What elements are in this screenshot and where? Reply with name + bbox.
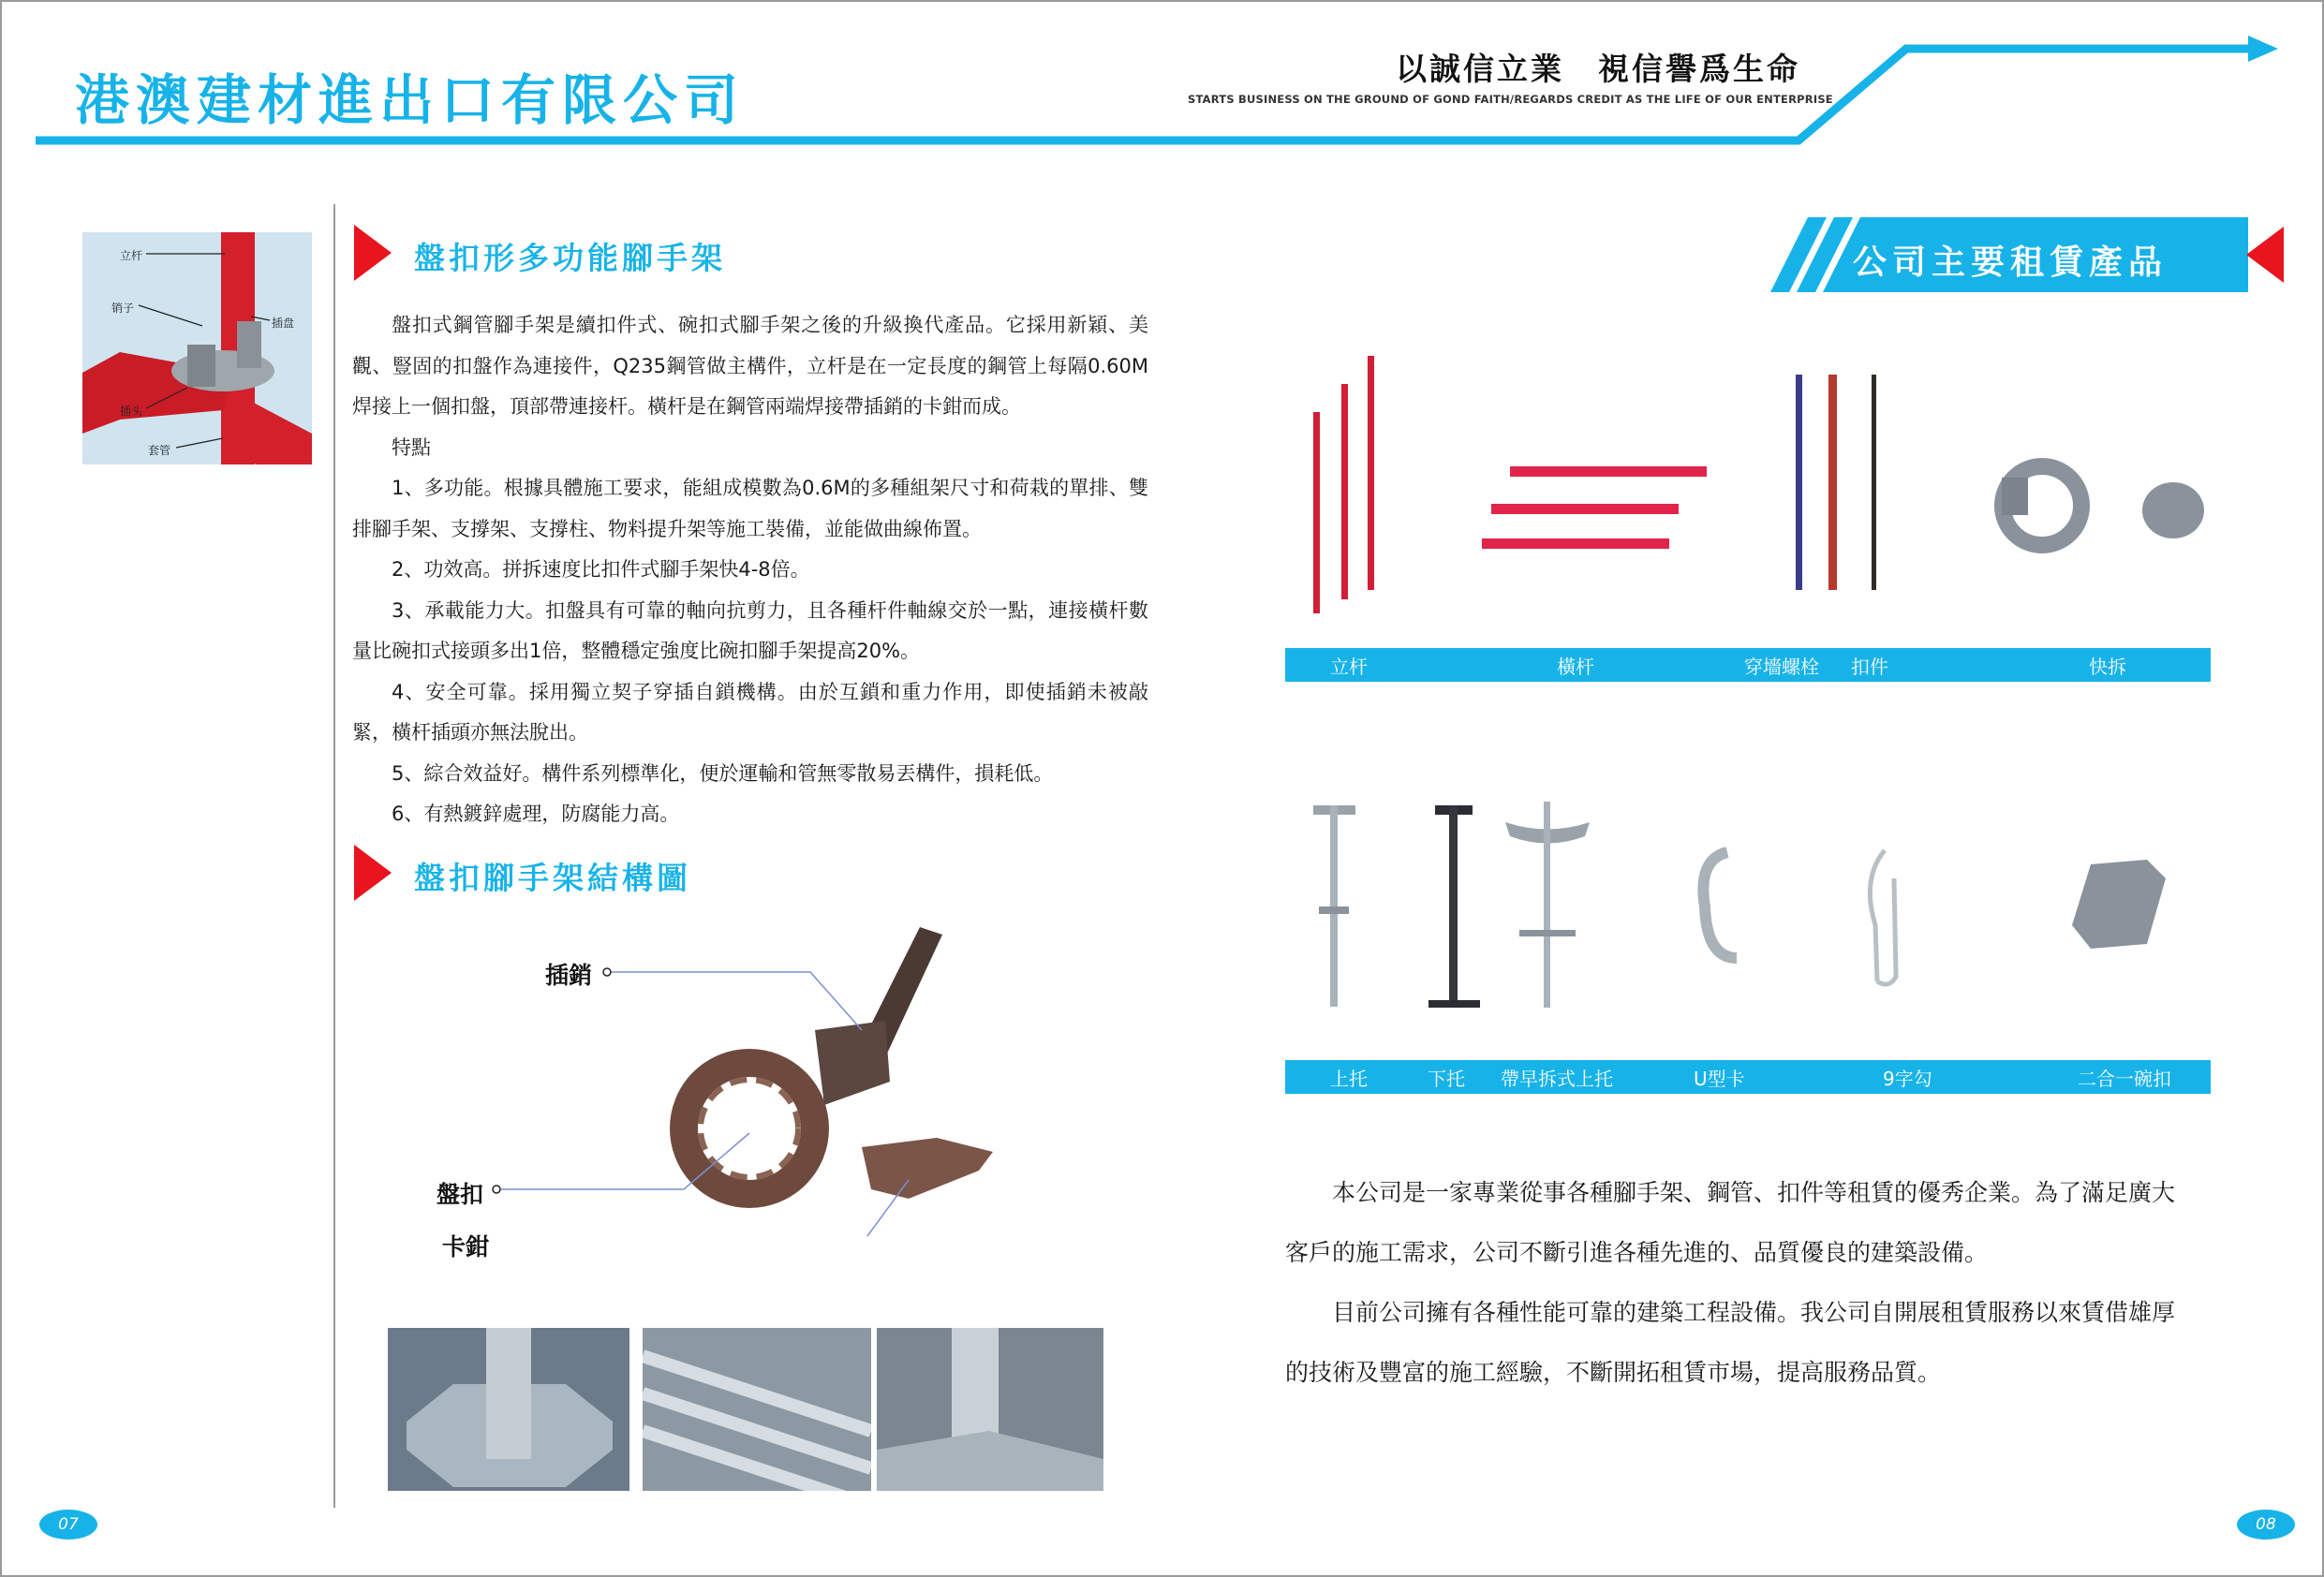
banner-title: 公司主要租賃產品 xyxy=(1853,243,2169,282)
products-row2 xyxy=(1285,785,2222,1028)
company-intro-paragraph-1: 本公司是一家專業從事各種腳手架、鋼管、扣件等租賃的優秀企業。為了滿足廣大客戶的施工需求，公司不斷引進各種先進的、品質優良的建築設備。 xyxy=(1285,1179,2176,1266)
section2-title: 盤扣腳手架結構圖 xyxy=(414,860,691,896)
product-wall-bolt-image xyxy=(1796,375,1876,590)
section1-marker-icon xyxy=(354,225,392,281)
company-motto: 以誠信立業 視信譽爲生命 xyxy=(1396,51,1800,87)
thumb-leader-lines xyxy=(82,232,326,476)
feature-4: 4、安全可靠。採用獨立契子穿插自鎖機構。由於互鎖和重力作用，即使插銷未被敲緊，橫杆插頭亦無法脫出。 xyxy=(352,680,1148,744)
diagram-label-disc: 盤扣 xyxy=(437,1181,484,1208)
company-motto-english: STARTS BUSINESS ON THE GROUND OF GOND FAITH/REGARDS CREDIT AS THE LIFE OF OUR ENTERPRISE xyxy=(1188,93,1833,106)
label-top-support: 上托 xyxy=(1330,1068,1368,1090)
feature-5: 5、綜合效益好。構件系列標準化，便於運輸和管無零散易丟構件，損耗低。 xyxy=(392,761,1054,785)
feature-1: 1、多功能。根據具體施工要求，能組成模數為0.6M的多種組架尺寸和荷栽的單排、雙排腳手架、支撐架、支撐柱、物料提升架等施工裝備，並能做曲線佈置。 xyxy=(352,477,1148,540)
product-top-support-image xyxy=(1313,805,1355,1007)
label-quick-release: 快拆 xyxy=(2089,656,2126,678)
product-u-clamp-image xyxy=(1703,852,1737,958)
product-coupler-image xyxy=(2002,466,2081,545)
product-hook-image xyxy=(1870,850,1896,984)
products-row1 xyxy=(1285,356,2222,627)
products-row2-bar xyxy=(1285,1060,2211,1094)
thumb-label-disc: 插盘 xyxy=(272,317,295,330)
page-number-left: 07 xyxy=(39,1510,97,1540)
diagram-label-pin: 插銷 xyxy=(545,962,593,989)
diagram-label-clamp: 卡鉗 xyxy=(442,1233,490,1260)
photo-stacked-poles xyxy=(643,1328,871,1491)
page-divider xyxy=(333,204,335,1508)
company-intro xyxy=(1285,1163,2192,1403)
page-number-right: 08 xyxy=(2237,1510,2295,1540)
product-cup-coupler-image xyxy=(2072,860,2166,949)
feature-3: 3、承載能力大。扣盤具有可靠的軸向抗剪力，且各種杆件軸線交於一點，連接橫杆數量比碗扣式接頭多出1倍，整體穩定強度比碗扣腳手架提高20%。 xyxy=(352,598,1148,662)
label-ledger: 橫杆 xyxy=(1557,656,1594,678)
product-pole-image xyxy=(1313,356,1374,613)
company-name: 港澳建材進出口有限公司 xyxy=(75,68,746,132)
label-early-release-top: 帶早拆式上托 xyxy=(1501,1068,1613,1090)
company-intro-paragraph-2: 目前公司擁有各種性能可靠的建築工程設備。我公司自開展租賃服務以來賃借雄厚的技術及豐富的施工經驗，不斷開拓租賃市場，提高服務品質。 xyxy=(1285,1299,2176,1386)
section1-title: 盤扣形多功能腳手架 xyxy=(414,240,726,276)
label-pole: 立杆 xyxy=(1330,656,1368,678)
section2-marker-icon xyxy=(354,845,392,901)
thumb-label-pole: 立杆 xyxy=(120,249,143,262)
photo-joint-closeup xyxy=(877,1328,1103,1491)
label-u-clamp: U型卡 xyxy=(1694,1068,1745,1090)
thumb-label-plug: 插头 xyxy=(120,405,143,418)
label-bottom-support: 下托 xyxy=(1428,1068,1465,1090)
product-ledger-image xyxy=(1482,466,1707,549)
features-heading: 特點 xyxy=(392,435,431,459)
feature-6: 6、有熱鍍鋅處理，防腐能力高。 xyxy=(392,803,680,825)
intro-paragraph: 盤扣式鋼管腳手架是續扣件式、碗扣式腳手架之後的升級換代產品。它採用新穎、美觀、豎固的扣盤作為連接件，Q235鋼管做主構件，立杆是在一定長度的鋼管上每隔0.60M焊接上一個扣盤，頂部帶連接杆。橫杆是在鋼管兩端焊接帶插銷的卡鉗而成。 xyxy=(352,314,1148,418)
banner-marker-icon xyxy=(2246,227,2284,283)
photo-disc-joint xyxy=(388,1328,629,1491)
label-wall-bolt: 穿墻螺栓 xyxy=(1744,656,1819,678)
products-row1-bar xyxy=(1285,648,2211,682)
feature-2: 2、功效高。拼拆速度比扣件式腳手架快4-8倍。 xyxy=(392,558,810,581)
thumb-label-sleeve: 套管 xyxy=(148,444,171,457)
product-early-release-top-image xyxy=(1505,802,1590,1008)
label-coupler: 扣件 xyxy=(1851,656,1888,678)
label-cup-coupler: 二合一碗扣 xyxy=(2078,1068,2171,1090)
product-quick-release-image xyxy=(2142,482,2204,538)
intro-text xyxy=(352,305,1148,835)
header-rule-arrow xyxy=(0,0,2324,150)
product-bottom-support-image xyxy=(1428,805,1480,1008)
thumb-label-pin: 销子 xyxy=(111,302,135,315)
label-hook: 9字勾 xyxy=(1883,1068,1932,1090)
